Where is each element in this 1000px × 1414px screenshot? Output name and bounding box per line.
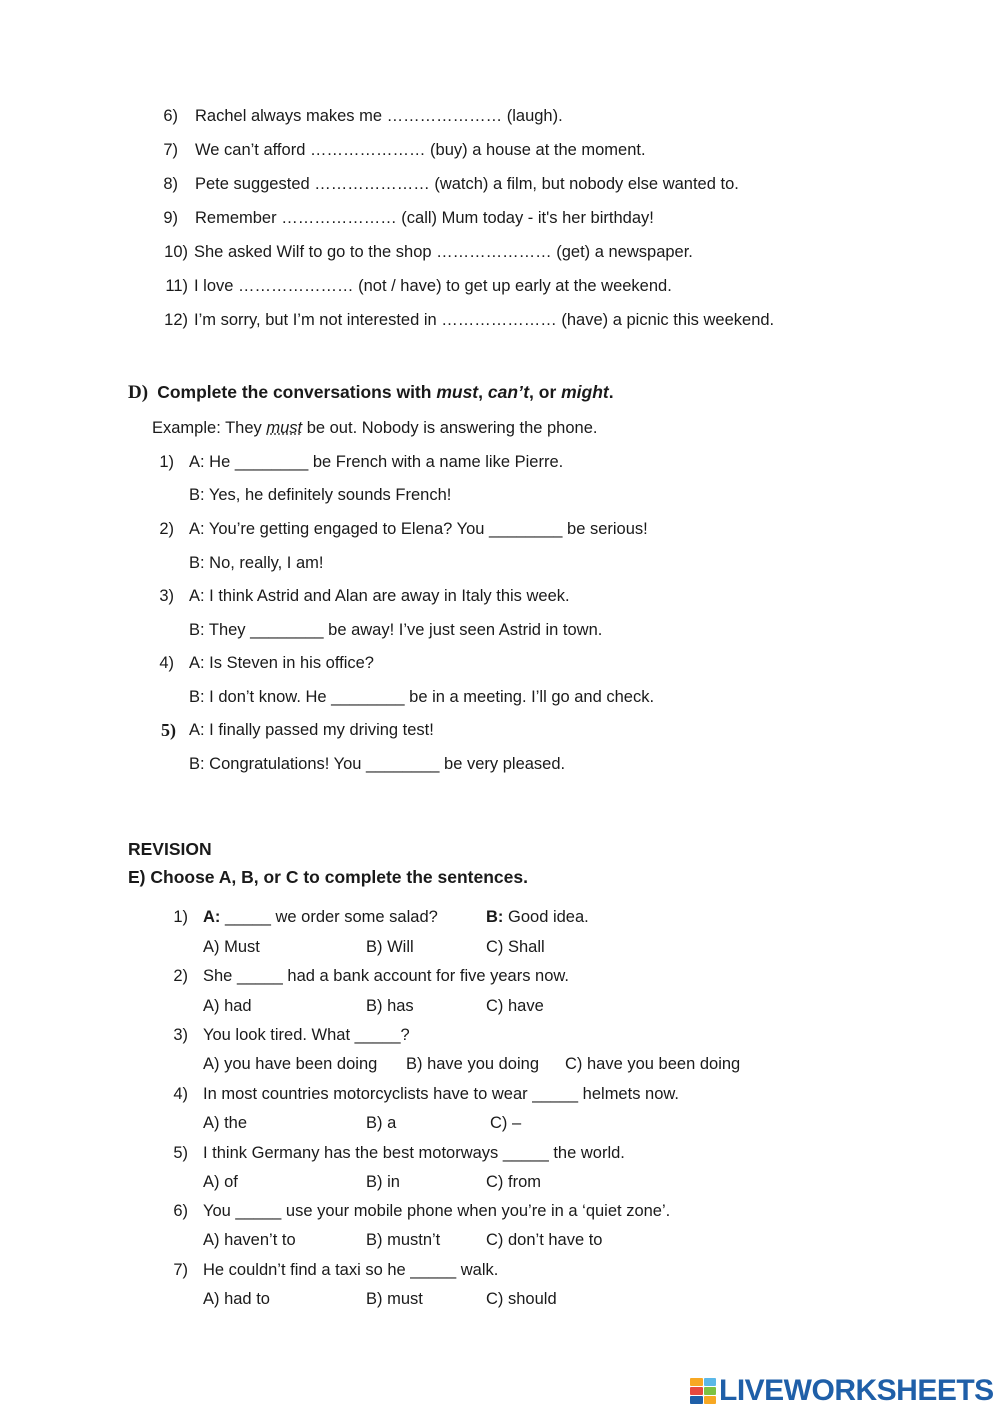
item-number: 10): [164, 243, 188, 261]
option-c[interactable]: C) have you been doing: [565, 1055, 741, 1073]
item-number: 2): [159, 520, 174, 538]
option-c[interactable]: C) should: [486, 1290, 557, 1308]
question: You _____ use your mobile phone when you’re in a ‘quiet zone’.: [203, 1202, 671, 1220]
option-b[interactable]: B) must: [366, 1290, 423, 1308]
speaker-a: A:: [203, 908, 221, 926]
heading-separator: , or: [529, 382, 562, 402]
sentence: Rachel always makes me ………………… (laugh).: [195, 107, 563, 125]
option-a[interactable]: A) had: [203, 997, 252, 1015]
item-number: 4): [173, 1085, 188, 1103]
dialogue-b: B: Yes, he definitely sounds French!: [189, 486, 452, 504]
example-suffix: be out. Nobody is answering the phone.: [302, 419, 598, 437]
sentence: We can’t afford ………………… (buy) a house at the moment.: [195, 141, 646, 159]
heading-word-cant: can’t: [487, 382, 530, 402]
sentence: Pete suggested ………………… (watch) a film, but nobody else wanted to.: [195, 175, 739, 193]
option-a[interactable]: A) haven’t to: [203, 1231, 296, 1249]
option-b[interactable]: B) Will: [366, 938, 414, 956]
question: In most countries motorcyclists have to wear _____ helmets now.: [203, 1085, 679, 1103]
item-number: 1): [173, 908, 188, 926]
item-number: 4): [159, 654, 174, 672]
item-number: 5): [161, 720, 176, 740]
item-number: 9): [163, 209, 178, 227]
item-number: 6): [163, 107, 178, 125]
question: He couldn’t find a taxi so he _____ walk.: [203, 1261, 499, 1279]
speaker-b: B:: [486, 908, 504, 926]
dialogue-b: B: They ________ be away! I’ve just seen Astrid in town.: [189, 621, 603, 639]
option-a[interactable]: A) of: [203, 1173, 238, 1191]
section-letter: D): [128, 382, 149, 403]
liveworksheets-logo[interactable]: [690, 1374, 994, 1408]
question-text: _____ we order some salad?: [220, 908, 438, 926]
item-number: 3): [173, 1026, 188, 1044]
option-c[interactable]: C) don’t have to: [486, 1231, 603, 1249]
heading-separator: ,: [478, 382, 488, 402]
sentence: I love ………………… (not / have) to get up early at the weekend.: [194, 277, 672, 295]
option-c[interactable]: C) –: [490, 1114, 522, 1132]
item-number: 3): [159, 587, 174, 605]
option-b[interactable]: B) have you doing: [406, 1055, 540, 1073]
item-number: 8): [163, 175, 178, 193]
question: She _____ had a bank account for five years now.: [203, 967, 569, 985]
dialogue-a: A: I think Astrid and Alan are away in Italy this week.: [189, 587, 570, 605]
response-text: Good idea.: [503, 908, 589, 926]
option-a[interactable]: A) Must: [203, 938, 260, 956]
revision-label: REVISION: [128, 839, 212, 859]
heading-word-might: might: [561, 382, 609, 402]
option-a[interactable]: A) you have been doing: [203, 1055, 378, 1073]
example-word: must: [266, 419, 303, 437]
option-b[interactable]: B) in: [366, 1173, 400, 1191]
section-d-heading: [128, 382, 614, 403]
option-c[interactable]: C) Shall: [486, 938, 545, 956]
option-b[interactable]: B) mustn’t: [366, 1231, 441, 1249]
option-b[interactable]: B) a: [366, 1114, 397, 1132]
option-b[interactable]: B) has: [366, 997, 414, 1015]
sentence: She asked Wilf to go to the shop ………………… (get) a newspaper.: [194, 243, 693, 261]
item-number: 11): [165, 277, 188, 295]
sentence: Remember ………………… (call) Mum today - it's her birthday!: [195, 209, 654, 227]
option-a[interactable]: A) the: [203, 1114, 248, 1132]
item-number: 5): [173, 1144, 188, 1162]
heading-word-must: must: [436, 382, 479, 402]
item-number: 1): [159, 453, 174, 471]
item-number: 12): [164, 311, 188, 329]
option-a[interactable]: A) had to: [203, 1290, 270, 1308]
question: I think Germany has the best motorways _____ the world.: [203, 1144, 625, 1162]
item-number: 2): [173, 967, 188, 985]
dialogue-b: B: Congratulations! You ________ be very pleased.: [189, 755, 566, 773]
question: [203, 907, 438, 927]
heading-end: .: [608, 382, 614, 402]
example-prefix: Example: They: [152, 419, 267, 437]
item-number: 7): [163, 141, 178, 159]
question: You look tired. What _____?: [203, 1026, 410, 1044]
item-number: 6): [173, 1202, 188, 1220]
sentence: I’m sorry, but I’m not interested in ………………… (have) a picnic this weekend.: [194, 311, 775, 329]
option-c[interactable]: C) have: [486, 997, 544, 1015]
response: [486, 907, 589, 927]
logo-text: LIVEWORKSHEETS: [719, 1374, 994, 1407]
dialogue-a: A: Is Steven in his office?: [189, 654, 374, 672]
heading-text: Complete the conversations with: [157, 382, 437, 402]
item-number: 7): [173, 1261, 188, 1279]
liveworksheets-logo-icon: [690, 1378, 716, 1404]
dialogue-a: A: I finally passed my driving test!: [189, 721, 434, 739]
dialogue-b: B: No, really, I am!: [189, 554, 324, 572]
dialogue-a: A: You’re getting engaged to Elena? You ________ be serious!: [189, 520, 648, 538]
dialogue-a: A: He ________ be French with a name like Pierre.: [189, 453, 564, 471]
option-c[interactable]: C) from: [486, 1173, 541, 1191]
section-e-heading: E) Choose A, B, or C to complete the sentences.: [128, 867, 528, 887]
example-line: [152, 418, 597, 438]
dialogue-b: B: I don’t know. He ________ be in a meeting. I’ll go and check.: [189, 688, 655, 706]
